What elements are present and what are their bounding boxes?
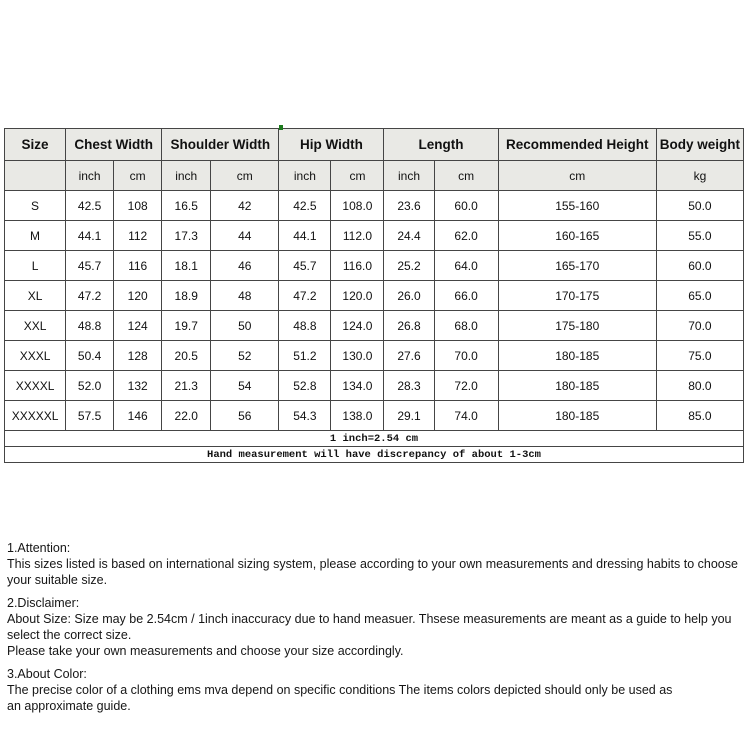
- note-attention-line: This sizes listed is based on international sizing system, please according to your own measurements and dressing habits to choose your suitable size.: [7, 557, 738, 587]
- table-cell: 47.2: [66, 281, 114, 311]
- table-cell: 20.5: [162, 341, 211, 371]
- table-cell: 24.4: [384, 221, 434, 251]
- unit-header-chest-cm: cm: [114, 161, 162, 191]
- table-row: [5, 311, 744, 341]
- table-cell: 57.5: [66, 401, 114, 431]
- table-cell: 44.1: [66, 221, 114, 251]
- table-cell: 130.0: [331, 341, 384, 371]
- table-cell: S: [5, 191, 66, 221]
- table-cell: 22.0: [162, 401, 211, 431]
- table-cell: 16.5: [162, 191, 211, 221]
- note-disclaimer-title: 2.Disclaimer:: [7, 596, 80, 610]
- table-cell: 44: [211, 221, 279, 251]
- table-cell: 70.0: [656, 311, 743, 341]
- table-cell: 124.0: [331, 311, 384, 341]
- table-cell: 155-160: [498, 191, 656, 221]
- table-cell: 64.0: [434, 251, 498, 281]
- table-cell: 28.3: [384, 371, 434, 401]
- col-header-recommended-height: Recommended Height: [498, 129, 656, 161]
- table-cell: 42.5: [279, 191, 331, 221]
- table-cell: 23.6: [384, 191, 434, 221]
- table-cell: 128: [114, 341, 162, 371]
- size-chart-table: [4, 128, 744, 463]
- unit-header-shoulder-cm: cm: [211, 161, 279, 191]
- table-cell: 74.0: [434, 401, 498, 431]
- table-row: [5, 191, 744, 221]
- footnote-row: [5, 447, 744, 463]
- table-cell: 120.0: [331, 281, 384, 311]
- table-cell: 29.1: [384, 401, 434, 431]
- table-cell: 50.0: [656, 191, 743, 221]
- table-cell: 48.8: [66, 311, 114, 341]
- table-cell: 18.9: [162, 281, 211, 311]
- note-attention: [7, 540, 745, 588]
- table-cell: 56: [211, 401, 279, 431]
- unit-header-height-cm: cm: [498, 161, 656, 191]
- table-cell: 108: [114, 191, 162, 221]
- note-about-color-title: 3.About Color:: [7, 667, 87, 681]
- note-about-color-line: The precise color of a clothing ems mva depend on specific conditions The items colors depicted should only be used as: [7, 683, 673, 697]
- table-cell: 75.0: [656, 341, 743, 371]
- table-row: [5, 251, 744, 281]
- notes-section: [7, 540, 745, 721]
- table-cell: 45.7: [66, 251, 114, 281]
- table-cell: M: [5, 221, 66, 251]
- table-cell: 50: [211, 311, 279, 341]
- unit-header-hip-inch: inch: [279, 161, 331, 191]
- unit-header-shoulder-inch: inch: [162, 161, 211, 191]
- table-cell: 55.0: [656, 221, 743, 251]
- table-cell: 65.0: [656, 281, 743, 311]
- table-cell: 45.7: [279, 251, 331, 281]
- table-cell: 27.6: [384, 341, 434, 371]
- table-cell: 52.0: [66, 371, 114, 401]
- col-header-body-weight: Body weight: [656, 129, 743, 161]
- table-cell: 165-170: [498, 251, 656, 281]
- table-cell: 180-185: [498, 371, 656, 401]
- table-cell: 66.0: [434, 281, 498, 311]
- footnote-inch-conversion: 1 inch=2.54 cm: [5, 431, 744, 447]
- table-cell: XXL: [5, 311, 66, 341]
- table-cell: 160-165: [498, 221, 656, 251]
- table-cell: 62.0: [434, 221, 498, 251]
- table-cell: 132: [114, 371, 162, 401]
- table-row: [5, 341, 744, 371]
- table-cell: XXXXL: [5, 371, 66, 401]
- table-cell: 72.0: [434, 371, 498, 401]
- table-cell: 42.5: [66, 191, 114, 221]
- table-cell: 48: [211, 281, 279, 311]
- green-marker-dot: [279, 125, 283, 130]
- col-header-shoulder-width: Shoulder Width: [162, 129, 279, 161]
- footnote-hand-measurement: Hand measurement will have discrepancy of about 1-3cm: [5, 447, 744, 463]
- table-cell: 47.2: [279, 281, 331, 311]
- col-header-hip-width: Hip Width: [279, 129, 384, 161]
- table-cell: 42: [211, 191, 279, 221]
- table-cell: 44.1: [279, 221, 331, 251]
- table-cell: 80.0: [656, 371, 743, 401]
- note-disclaimer-line: About Size: Size may be 2.54cm / 1inch inaccuracy due to hand measuer. Thsese measurements are meant as a guide to help you select the correct size.: [7, 612, 732, 642]
- footnote-row: [5, 431, 744, 447]
- table-row: [5, 401, 744, 431]
- table-row: [5, 281, 744, 311]
- unit-header-blank: [5, 161, 66, 191]
- table-cell: XXXXXL: [5, 401, 66, 431]
- table-cell: 52.8: [279, 371, 331, 401]
- table-cell: 48.8: [279, 311, 331, 341]
- table-unit-row: [5, 161, 744, 191]
- table-row: [5, 221, 744, 251]
- table-cell: 54.3: [279, 401, 331, 431]
- col-header-chest-width: Chest Width: [66, 129, 162, 161]
- unit-header-length-cm: cm: [434, 161, 498, 191]
- unit-header-hip-cm: cm: [331, 161, 384, 191]
- table-cell: 175-180: [498, 311, 656, 341]
- note-disclaimer-line: Please take your own measurements and choose your size accordingly.: [7, 644, 404, 658]
- table-cell: 60.0: [656, 251, 743, 281]
- table-cell: 26.0: [384, 281, 434, 311]
- note-attention-title: 1.Attention:: [7, 541, 71, 555]
- table-cell: 68.0: [434, 311, 498, 341]
- table-cell: XXXL: [5, 341, 66, 371]
- table-cell: 146: [114, 401, 162, 431]
- unit-header-length-inch: inch: [384, 161, 434, 191]
- table-cell: 18.1: [162, 251, 211, 281]
- table-cell: 52: [211, 341, 279, 371]
- unit-header-chest-inch: inch: [66, 161, 114, 191]
- table-cell: 70.0: [434, 341, 498, 371]
- table-cell: 21.3: [162, 371, 211, 401]
- note-about-color-line: an approximate guide.: [7, 699, 131, 713]
- table-cell: 26.8: [384, 311, 434, 341]
- table-cell: 134.0: [331, 371, 384, 401]
- unit-header-weight-kg: kg: [656, 161, 743, 191]
- table-cell: 17.3: [162, 221, 211, 251]
- table-cell: 46: [211, 251, 279, 281]
- table-cell: 19.7: [162, 311, 211, 341]
- table-cell: 85.0: [656, 401, 743, 431]
- table-cell: 50.4: [66, 341, 114, 371]
- table-cell: 170-175: [498, 281, 656, 311]
- table-cell: 25.2: [384, 251, 434, 281]
- table-cell: 180-185: [498, 341, 656, 371]
- note-disclaimer: [7, 595, 745, 659]
- table-cell: 138.0: [331, 401, 384, 431]
- table-cell: 112: [114, 221, 162, 251]
- table-cell: 112.0: [331, 221, 384, 251]
- size-table-body: [5, 191, 744, 431]
- table-cell: 60.0: [434, 191, 498, 221]
- table-cell: 108.0: [331, 191, 384, 221]
- table-cell: L: [5, 251, 66, 281]
- table-header-row: [5, 129, 744, 161]
- table-cell: 51.2: [279, 341, 331, 371]
- table-cell: 54: [211, 371, 279, 401]
- table-cell: 120: [114, 281, 162, 311]
- table-cell: 124: [114, 311, 162, 341]
- table-row: [5, 371, 744, 401]
- col-header-size: Size: [5, 129, 66, 161]
- table-cell: XL: [5, 281, 66, 311]
- col-header-length: Length: [384, 129, 498, 161]
- table-cell: 180-185: [498, 401, 656, 431]
- note-about-color: [7, 666, 745, 714]
- table-cell: 116.0: [331, 251, 384, 281]
- table-cell: 116: [114, 251, 162, 281]
